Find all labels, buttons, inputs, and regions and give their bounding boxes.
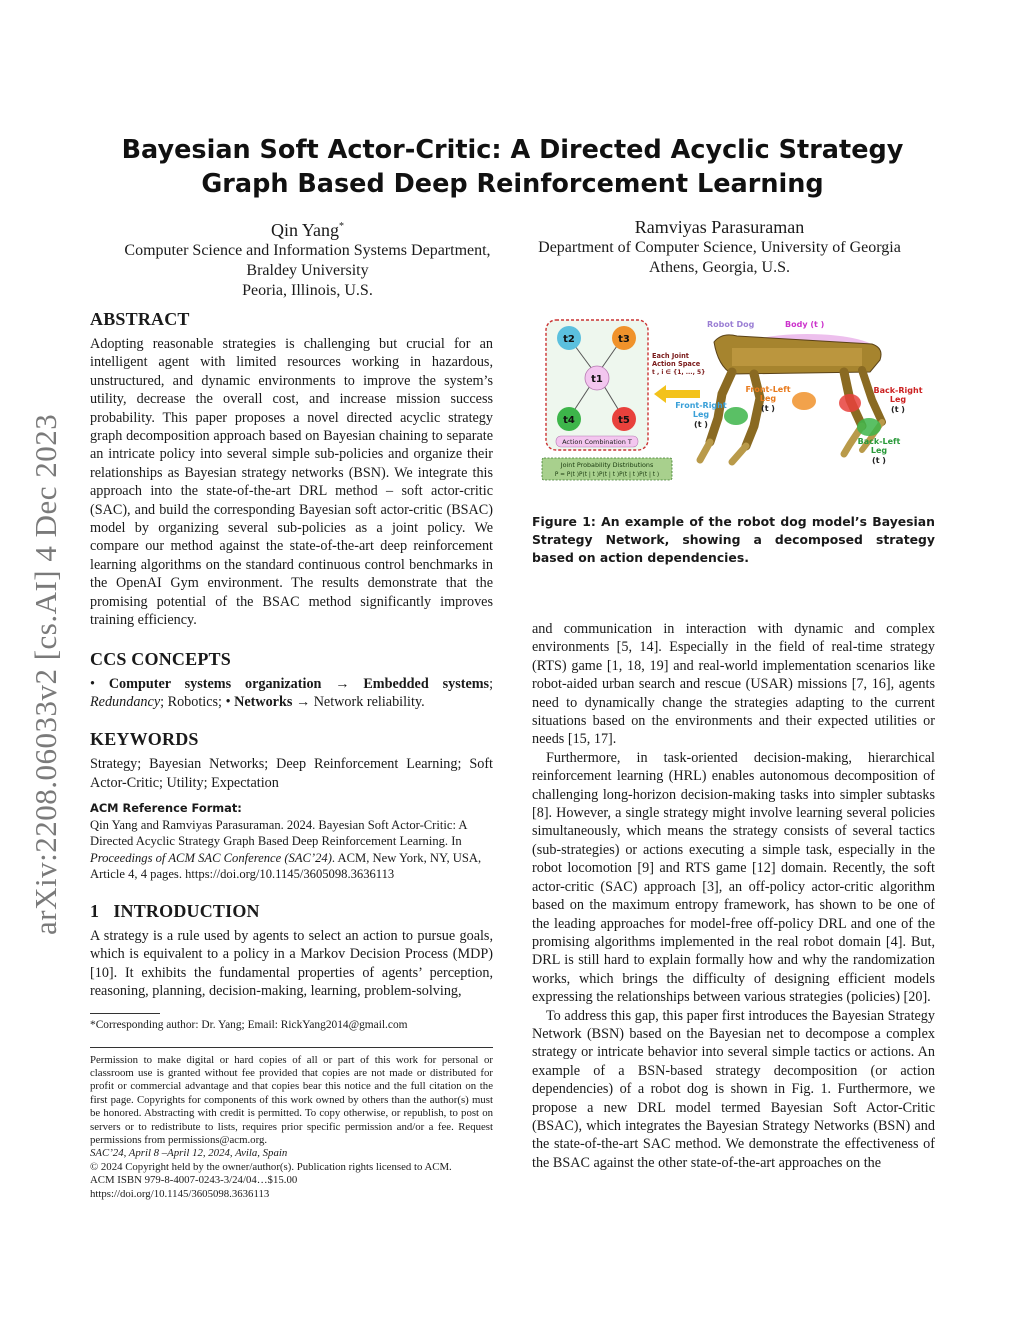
- copyright-line: © 2024 Copyright held by the owner/author(s). Publication rights licensed to ACM.: [90, 1160, 452, 1173]
- intro-left-text: A strategy is a rule used by agents to select an action to pursue goals, which is equivalent to a policy in a Markov Decision Process (MDP) [10]. It exhibits the fundamental properties of agents’ perception, reasoning, planning, decision-making, learning, problem-solving,: [90, 927, 493, 1000]
- intro-right-paragraph-1: and communication in interaction with dynamic and complex environments [5, 14]. Especially in the field of real-time strategy (RTS) game [1, 18, 19] and real-world implementation scenarios like robot-aided urban search and rescue (USAR) missions [7, 16], agents need to dynamically change the strategies adapting to the current situations based on the environments and their expected utilities or needs [15, 17].: [532, 621, 935, 748]
- figure-1-caption: Figure 1: An example of the robot dog model’s Bayesian Strategy Network, showing a decomposed strategy based on action dependencies.: [532, 514, 935, 565]
- author-affiliation-line: Peoria, Illinois, U.S.: [242, 282, 373, 299]
- right-column: [532, 620, 935, 1172]
- paper-title: Bayesian Soft Actor-Critic: A Directed Acyclic Strategy Graph Based Deep Reinforcement Learning: [121, 135, 904, 199]
- action-combination-label: Action Combination T: [562, 438, 632, 446]
- front-left-joint: [792, 392, 816, 410]
- back-right-label-3: (t ): [891, 405, 905, 414]
- each-joint-label-1: Each Joint: [652, 352, 689, 360]
- acm-reference-text: Qin Yang and Ramviyas Parasuraman. 2024. Bayesian Soft Actor-Critic: A Directed Acyclic Strategy Graph Based Deep Reinforcement Learning. In Proceedings of ACM SAC Conference (SAC’24). ACM, New York, NY, USA, Article 4, 4 pages. https://doi.org/10.1145/3605098.3636113: [90, 818, 482, 881]
- back-left-joint: [857, 418, 881, 436]
- left-column: [90, 308, 493, 1201]
- isbn-line: ACM ISBN 979-8-4007-0243-3/24/04…$15.00: [90, 1174, 298, 1187]
- permission-text: Permission to make digital or hard copies of all or part of this work for personal or classroom use is granted without fee provided that copies are not made or distributed for profit or commercial advantage and that copies bear this notice and the full citation on the first page. Copyrights for components of this work owned by others than the author(s) must be honored. Abstracting with credit is permitted. To copy otherwise, or republish, to post on servers or to redistribute to lists, requires prior specific permission and/or a fee. Request permissions from permissions@acm.org.: [90, 1053, 493, 1146]
- back-right-label-1: Back-Right: [873, 386, 923, 395]
- doi-line: https://doi.org/10.1145/3605098.3636113: [90, 1187, 270, 1200]
- each-joint-label-2: Action Space: [652, 360, 701, 368]
- author-name: Ramviyas Parasuraman: [634, 217, 805, 237]
- intro-heading: 1 INTRODUCTION: [90, 900, 260, 921]
- front-right-foot: [700, 442, 710, 460]
- robot-dog-label: Robot Dog: [707, 320, 755, 329]
- acm-reference-heading: ACM Reference Format:: [90, 801, 242, 816]
- footnote-rule: [90, 1013, 160, 1014]
- robot-body-panel: [732, 348, 862, 366]
- back-right-leg-shape: [862, 370, 882, 422]
- author-affiliation-line: Athens, Georgia, U.S.: [648, 259, 791, 276]
- figure-1: [532, 314, 935, 486]
- abstract-heading: ABSTRACT: [90, 309, 190, 329]
- back-right-joint: [839, 394, 861, 412]
- joint-probability-formula: P = P(t )P(t | t )P(t | t )P(t | t )P(t | t ): [554, 472, 660, 478]
- arxiv-identifier: arXiv:2208.06033v2 [cs.AI] 4 Dec 2023: [28, 413, 63, 935]
- bsn-figure-svg: [532, 314, 935, 486]
- ccs-heading: CCS CONCEPTS: [90, 648, 231, 669]
- node-t5-label: t5: [618, 415, 630, 426]
- back-right-label-2: Leg: [889, 395, 907, 404]
- permission-rule: [90, 1047, 493, 1048]
- author-block-1: [110, 216, 505, 301]
- front-right-label-1: Front-Right: [675, 401, 727, 410]
- author-block-2: [522, 216, 917, 278]
- conference-line: SAC’24, April 8 –April 12, 2024, Avila, Spain: [90, 1147, 288, 1160]
- ccs-text: • Computer systems organization → Embedded systems; Redundancy; Robotics; • Networks → Network reliability.: [90, 675, 494, 710]
- front-right-label-3: (t ): [694, 420, 708, 429]
- node-t3-label: t3: [618, 334, 630, 345]
- footnote-text: *Corresponding author: Dr. Yang; Email: RickYang2014@gmail.com: [90, 1018, 408, 1031]
- node-t2-label: t2: [563, 334, 575, 345]
- body-label: Body (t ): [785, 320, 825, 329]
- front-right-label-2: Leg: [692, 410, 710, 419]
- keywords-text: Strategy; Bayesian Networks; Deep Reinforcement Learning; Soft Actor-Critic; Utility; Expectation: [90, 756, 493, 791]
- front-right-joint: [724, 407, 748, 425]
- acm-reference: [90, 801, 493, 882]
- abstract-text: Adopting reasonable strategies is challenging but crucial for an intelligent agent with limited resources working in hazardous, unstructured, and dynamic environments to improve the system’s utility, decrease the overall cost, and increase mission success probability. This paper proposes a novel directed acyclic strategy graph decomposition approach based on Bayesian chaining to separate an intricate policy into several simple sub-policies and organize their relationships as Bayesian strategy networks (BSN). We integrate this approach into the state-of-the-art DRL method – soft actor-critic (SAC), and build the corresponding Bayesian soft actor-critic (BSAC) model by organizing several sub-policies as a joint policy. We compare our method against the state-of-the-art deep reinforcement learning algorithms on the standard continuous control benchmarks in the OpenAI Gym environment. The results demonstrate that the promising potential of the BSAC method significantly improves training efficiency.: [90, 336, 493, 629]
- back-left-label-1: Back-Left: [857, 437, 901, 446]
- node-t4-label: t4: [563, 415, 575, 426]
- front-left-label-3: (t ): [761, 404, 775, 413]
- front-left-foot: [732, 446, 746, 462]
- author-name: Qin Yang*: [270, 220, 345, 240]
- author-affiliation-line: Braldey University: [246, 262, 369, 279]
- intro-right-paragraph-2: Furthermore, in task-oriented decision-making, hierarchical reinforcement learning (HRL) enables autonomous decomposition of challenging long-horizon decision-making tasks into simpler subtasks [8]. However, a single strategy might involve learning several policies simultaneously, which means the strategy consists of several tactics (sub-strategies) or actions executing a simple task, especially in the robot locomotion [9] and RTS game [12] domain. Recently, the soft actor-critic (SAC) approach [3], an off-policy actor-critic algorithm based on the maximum entropy framework, has shown to be one of the leading approaches for model-free off-policy DRL and one of the promising algorithms implemented in the real robot domain [4]. But, DRL is still hard to explain formally how and why the randomization works, which brings the difficulty of designing efficient models expressing the relationships between various strategies (policies) [20].: [532, 749, 935, 1006]
- back-left-label-2: Leg: [870, 446, 888, 455]
- intro-right-paragraph-3: To address this gap, this paper first introduces the Bayesian Strategy Network (BSN) based on the Bayesian net to decompose a complex strategy or intricate behavior into several simple tactics or actions. An example of a BSN-based strategy decomposition (or action dependencies) of a robot dog is shown in Fig. 1. Furthermore, we propose a new DRL model termed Bayesian Soft Actor-Critic (BSAC), which integrates the Bayesian Strategy Networks (BSN) and the state-of-the-art SAC method. We demonstrate the effectiveness of the BSAC against the other state-of-the-art approaches on the: [532, 1007, 935, 1171]
- node-t1-label: t1: [591, 374, 603, 385]
- author-affiliation-line: Department of Computer Science, University of Georgia: [538, 239, 901, 256]
- front-left-label-1: Front-Left: [745, 385, 791, 394]
- joint-probability-title: Joint Probability Distributions: [560, 461, 654, 469]
- author-affiliation-line: Computer Science and Information Systems Department,: [124, 242, 491, 259]
- front-left-label-2: Leg: [759, 394, 777, 403]
- back-left-label-3: (t ): [872, 456, 886, 465]
- keywords-heading: KEYWORDS: [90, 729, 199, 750]
- each-joint-label-3: t , i ∈ {1, ..., 5}: [652, 369, 706, 376]
